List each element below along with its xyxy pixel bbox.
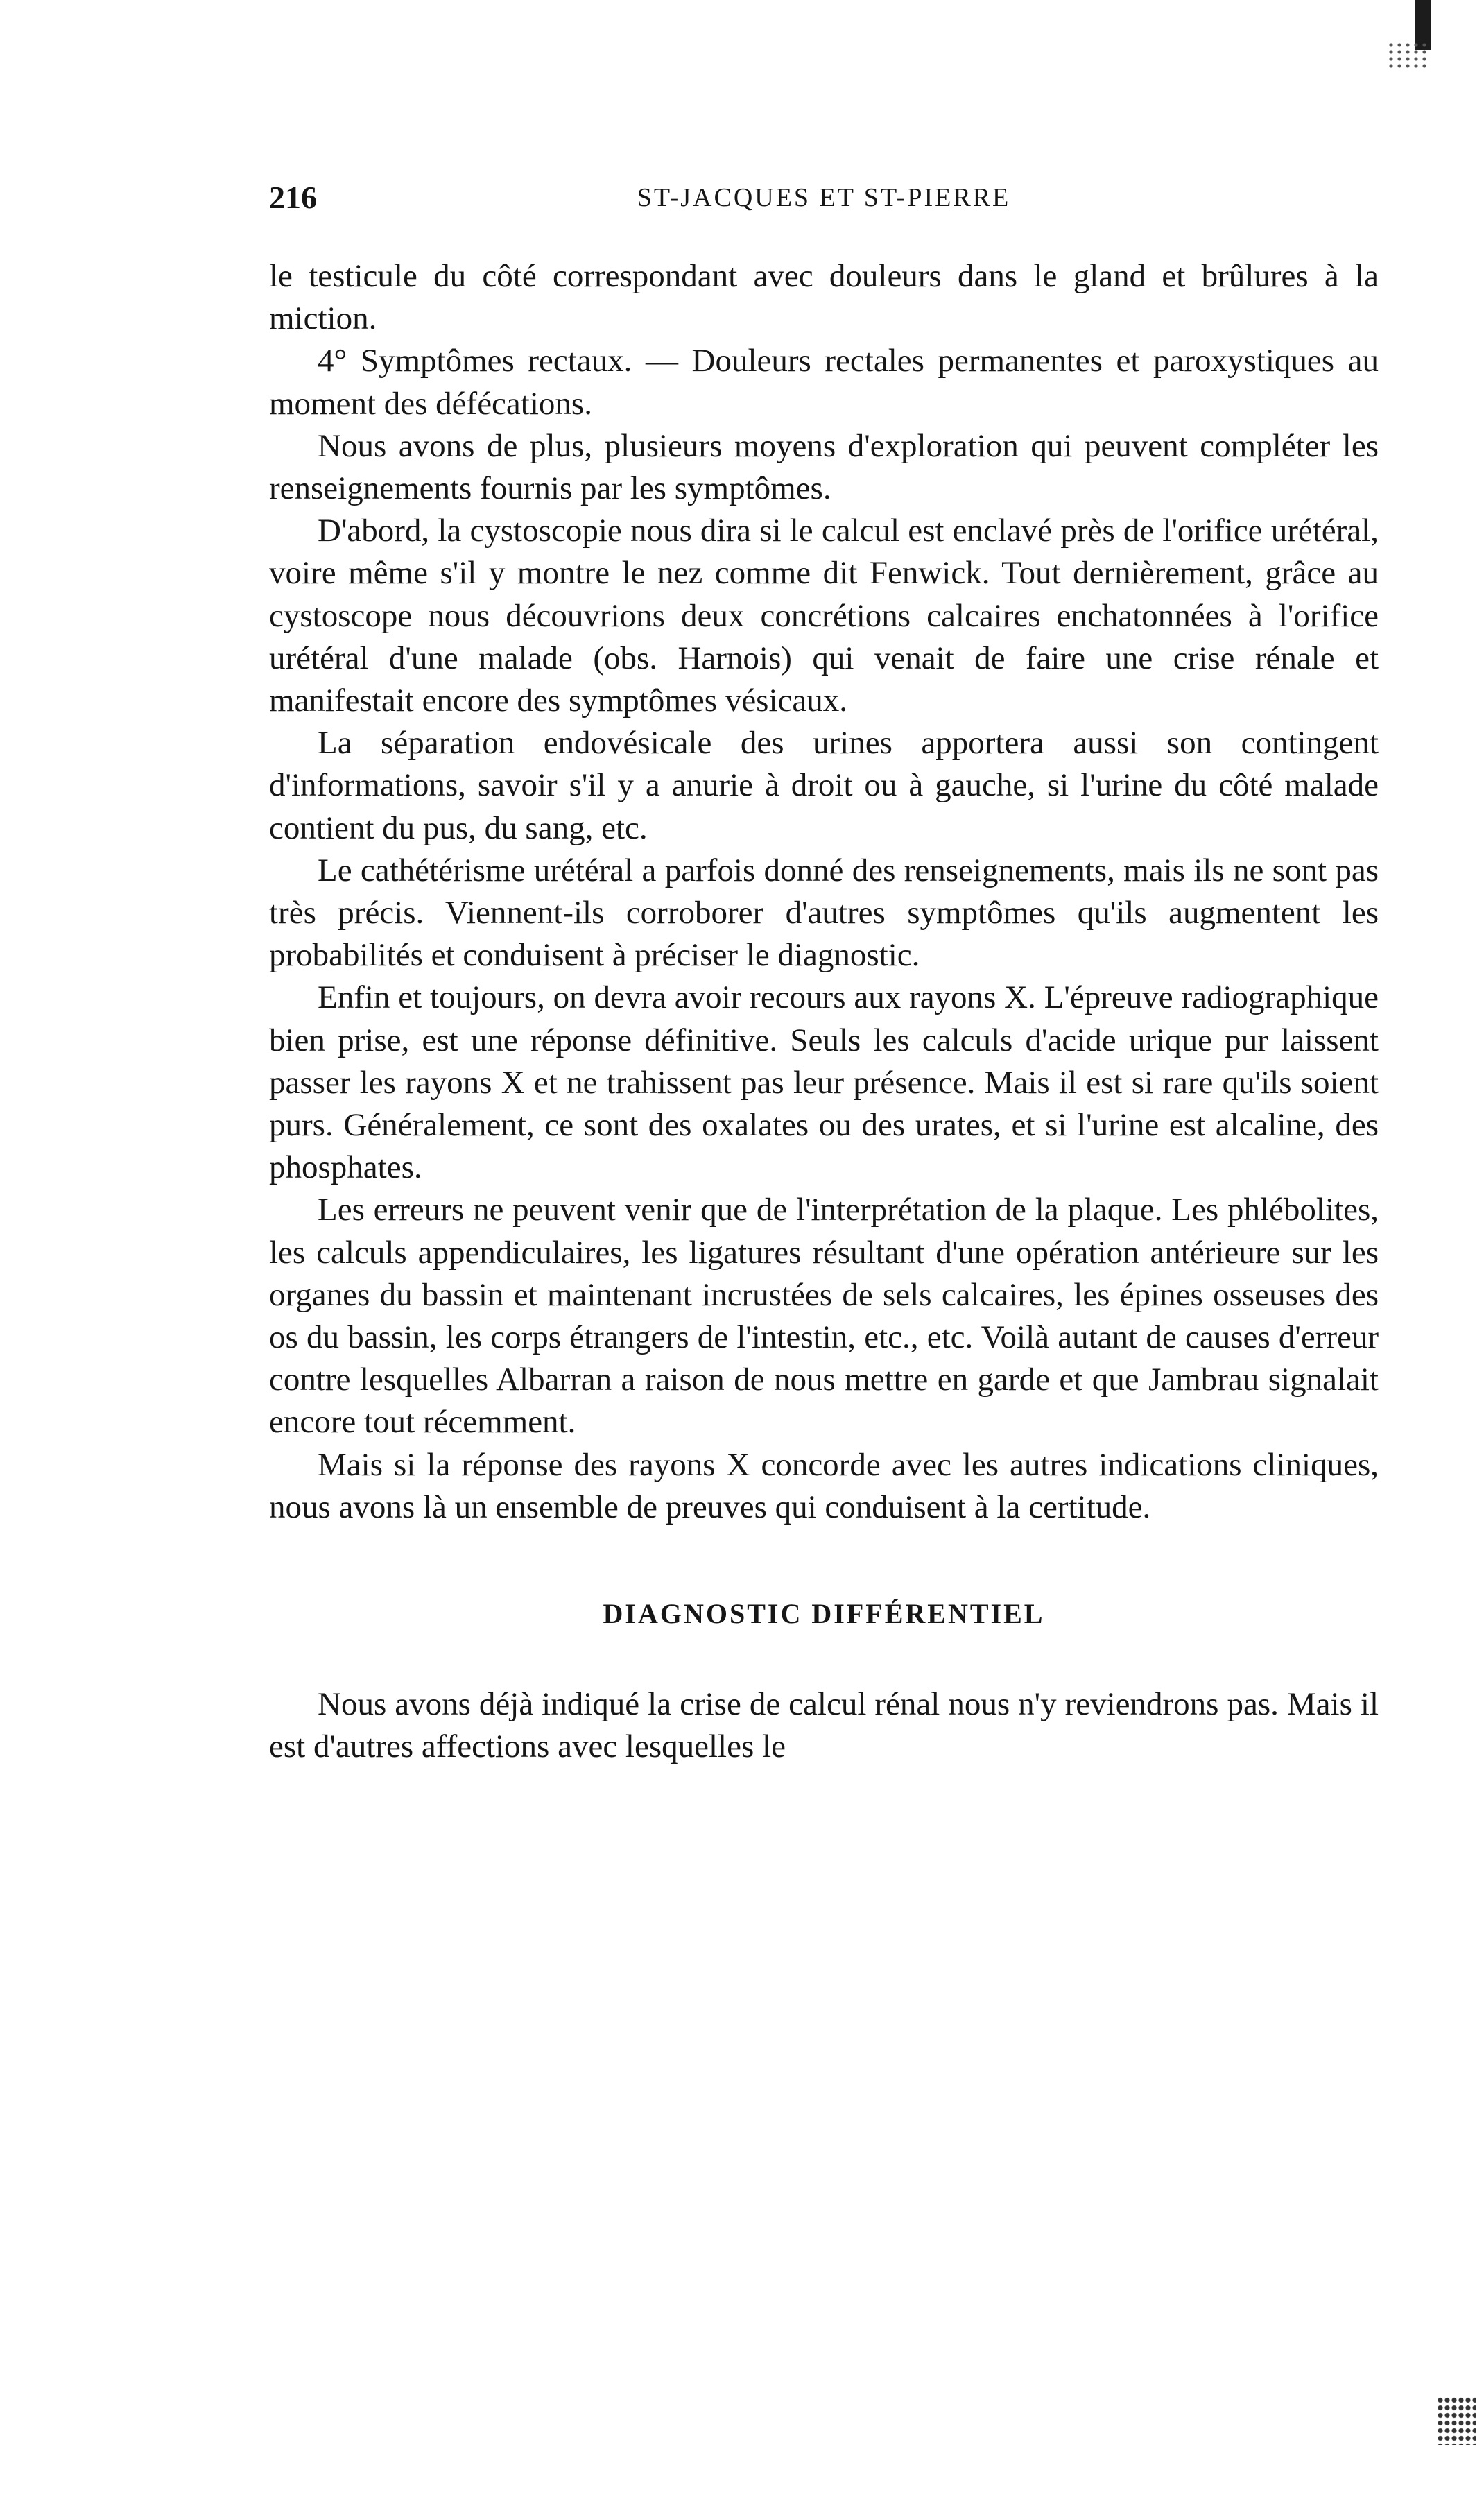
section-heading: DIAGNOSTIC DIFFÉRENTIEL: [603, 1598, 1045, 1630]
paragraph-erreurs: Les erreurs ne peuvent venir que de l'interprétation de la plaque. Les phlébolites, les calculs appendiculaires, les ligatures résultant d'une opération antérieure sur les organes du bassin et maintenant incrustées de sels calcaires, les épines osseuses des os du bassin, les corps étrangers de l'intestin, etc., etc. Voilà autant de causes d'erreur contre lesquelles Albarran a raison de nous mettre en garde et que Jambrau signalait encore tout récemment.: [269, 1192, 1379, 1441]
running-head: ST-JACQUES ET ST-PIERRE: [637, 183, 1011, 212]
paragraph-rayons-x: Enfin et toujours, on devra avoir recours aux rayons X. L'épreuve radiographique bien prise, est une réponse définitive. Seuls les calculs d'acide urique pur laissent passer les rayons X et ne trahissent pas leur présence. Mais il est si rare qu'ils soient purs. Généralement, ce sont des oxalates ou des urates, et si l'urine est alcaline, des phosphates.: [269, 979, 1379, 1186]
paragraph-catheterisme: Le cathétérisme urétéral a parfois donné des renseignements, mais ils ne sont pas très précis. Viennent-ils corroborer d'autres symptômes qu'ils augmentent les probabilités et conduisent à préciser le diagnostic.: [269, 852, 1379, 974]
paragraph-separation: La séparation endovésicale des urines apportera aussi son contingent d'informations, savoir s'il y a anurie à droit ou à gauche, si l'urine du côté malade contient du pus, du sang, etc.: [269, 725, 1379, 846]
paragraph-crise-calcul: Nous avons déjà indiqué la crise de calcul rénal nous n'y reviendrons pas. Mais il est d'autres affections avec lesquelles le: [269, 1686, 1379, 1765]
page-body: [269, 255, 1379, 1769]
paragraph-testicule: le testicule du côté correspondant avec douleurs dans le gland et brûlures à la miction.: [269, 258, 1379, 337]
paragraph-cystoscopie: D'abord, la cystoscopie nous dira si le calcul est enclavé près de l'orifice urétéral, voire même s'il y montre le nez comme dit Fenwick. Tout dernièrement, grâce au cystoscope nous découvrions deux concrétions calcaires enchatonnées à l'orifice urétéral d'une malade (obs. Harnois) qui venait de faire une crise rénale et manifestait encore des symptômes vésicaux.: [269, 513, 1379, 719]
page-header: [269, 173, 1379, 222]
paragraph-moyens-exploration: Nous avons de plus, plusieurs moyens d'exploration qui peuvent compléter les renseignements fournis par les symptômes.: [269, 427, 1379, 507]
scan-artifact-top-dots: [1387, 42, 1429, 69]
paragraph-symptomes-rectaux: 4° Symptômes rectaux. — Douleurs rectales permanentes et paroxystiques au moment des défécations.: [269, 343, 1379, 422]
scan-artifact-bottom: [1437, 2396, 1476, 2445]
page-number: 216: [269, 180, 317, 215]
paragraph-certitude: Mais si la réponse des rayons X concorde avec les autres indications cliniques, nous avons là un ensemble de preuves qui conduisent à la certitude.: [269, 1446, 1379, 1525]
